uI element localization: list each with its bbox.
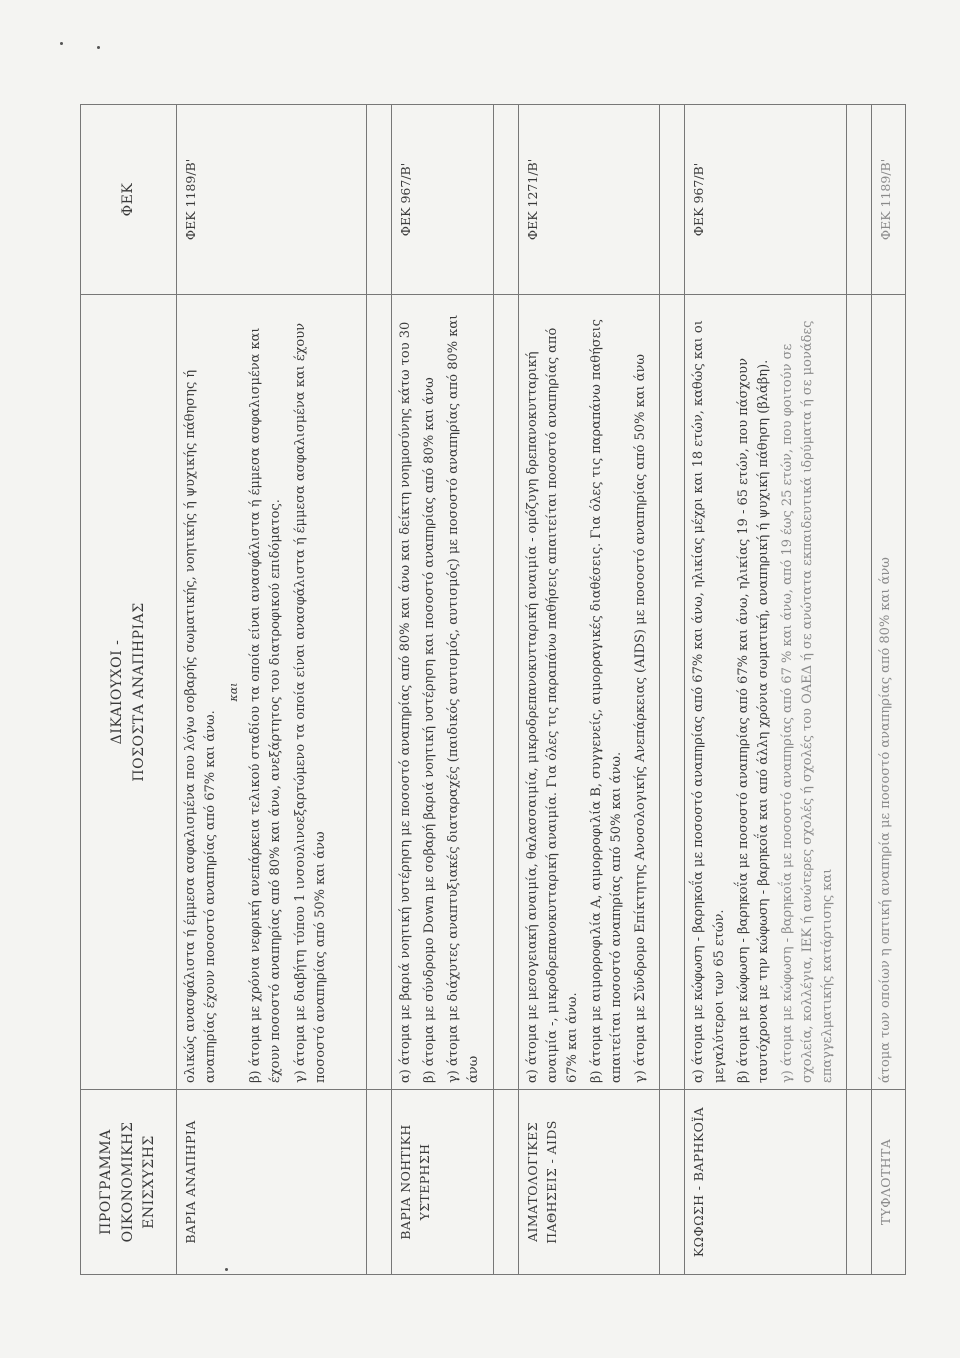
paragraph: γ) άτομα με κώφωση - βαρηκοΐα με ποσοστό αναπηρίας από 67 % και άνω, από 19 έως 25 ετών, που φοιτούν σε σχολεία, κολλέγια, ΙΕΚ ή ανώτερες σχολές ή σχολές του ΟΑΕΔ ή σε ανώτατα εκπαιδευτικά ιδρύματα ή σε μονάδες επαγγελματικής κατάρτισης και — [779, 320, 836, 1083]
paragraph: ολικώς ανασφάλιστα ή έμμεσα ασφαλισμένα που λόγω σοβαρής σωματικής, νοητικής ή ψυχικής πάθησης ή αναπηρίας έχουν ποσοστό αναπηρίας από 67% και άνω. — [183, 369, 219, 1083]
paragraph: γ) άτομα με Σύνδρομο Επίκτητης Ανοσολογικής Ανεπάρκειας (AIDS) με ποσοστό αναπηρίας από 50% και άνω — [633, 354, 649, 1083]
row-program: ΑΙΜΑΤΟΛΟΓΙΚΕΣ ΠΑΘΗΣΕΙΣ - AIDS — [518, 1090, 660, 1275]
table-row — [392, 105, 494, 1275]
paragraph: β) άτομα με κώφωση - βαρηκοΐα με ποσοστό αναπηρίας από 67% και άνω, ηλικίας 19 - 65 ετών, που πάσχουν ταυτόχρονα με την κώφωση - βαρηκοΐα και από άλλη χρόνια σωματική, αναπηρική ή ψυχική πάθηση (βλάβη). — [735, 358, 771, 1083]
row-fek: ΦΕΚ 1271/Β' — [518, 105, 660, 295]
row-program: ΒΑΡΙΑ ΑΝΑΠΗΡΙΑ — [177, 1090, 367, 1275]
row-fek: ΦΕΚ 1189/Β' — [872, 105, 905, 295]
paragraph: α) άτομα με βαριά νοητική υστέρηση με ποσοστό αναπηρίας από 80% και άνω και δείκτη νοημοσύνης κάτω του 30 — [398, 321, 413, 1083]
scan-speck — [97, 46, 100, 49]
row-beneficiaries — [177, 295, 367, 1090]
row-program: ΚΩΦΩΣΗ - ΒΑΡΗΚΟΪΑ — [685, 1090, 847, 1275]
row-fek: ΦΕΚ 967/Β' — [392, 105, 494, 295]
table-row — [872, 105, 905, 1275]
row-fek: ΦΕΚ 967/Β' — [685, 105, 847, 295]
paragraph: γ) άτομα με διαβήτη τύπου 1 ινσουλινοεξαρτώμενο τα οποία είναι ανασφάλιστα ή έμμεσα ασφαλισμένα και έχουν ποσοστό αναπηρίας από 50% και άνω — [292, 322, 328, 1083]
header-program: ΠΡΟΓΡΑΜΜΑ ΟΙΚΟΝΟΜΙΚΗΣ ΕΝΙΣΧΥΣΗΣ — [81, 1090, 177, 1275]
paragraph: α) άτομα με κώφωση - βαρηκοΐα με ποσοστό αναπηρίας από 67% και άνω, ηλικίας μέχρι και 18 ετών, καθώς και οι μεγαλύτεροι των 65 ετών. — [691, 320, 727, 1083]
paragraph: άτομα των οποίων η οπτική αναπηρία με ποσοστό αναπηρίας από 80% και άνω — [878, 557, 894, 1083]
table-header-row — [81, 105, 177, 1275]
spacer-row — [493, 105, 518, 1275]
scan-speck — [60, 42, 63, 45]
spacer-row — [367, 105, 392, 1275]
row-beneficiaries — [518, 295, 660, 1090]
paragraph: και — [227, 682, 241, 702]
paragraph: β) άτομα με σύνδρομο Down με σοβαρή βαριά νοητική υστέρηση και ποσοστό αναπηρίας από 80% και άνω — [422, 377, 438, 1083]
row-beneficiaries — [392, 295, 494, 1090]
rotated-scanned-page — [80, 105, 894, 1275]
row-program: ΤΥΦΛΟΤΗΤΑ — [872, 1090, 905, 1275]
row-beneficiaries — [685, 295, 847, 1090]
table-row — [177, 105, 367, 1275]
row-fek: ΦΕΚ 1189/Β' — [177, 105, 367, 295]
spacer-row — [660, 105, 685, 1275]
table-row — [685, 105, 847, 1275]
row-program: ΒΑΡΙΑ ΝΟΗΤΙΚΗ ΥΣΤΕΡΗΣΗ — [392, 1090, 494, 1275]
paragraph: β) άτομα με αιμορροφιλία Α, αιμορροφιλία Β, συγγενείς, αιμορραγικές διαθέσεις. Για όλες τις παραπάνω παθήσεις απαιτείται ποσοστό αναπηρίας από 50% και άνω. — [588, 319, 625, 1083]
header-beneficiaries: ΔΙΚΑΙΟΥΧΟΙ - ΠΟΣΟΣΤΑ ΑΝΑΠΗΡΙΑΣ — [81, 295, 177, 1090]
paragraph: β) άτομα με χρόνια νεφρική ανεπάρκεια τελικού σταδίου τα οποία είναι ανασφάλιστα ή έμμεσα ασφαλισμένα και έχουν ποσοστό αναπηρίας από 80% και άνω, ανεξάρτητος του διατροφικού επιδόματος. — [248, 327, 284, 1083]
row-beneficiaries — [872, 295, 905, 1090]
table-row — [518, 105, 660, 1275]
paragraph: α) άτομα με μεσογειακή αναιμία, θαλασσαιμία, μικροδρεπανοκυτταρική αναιμία - ομόζυγη δρεπανοκυτταρική αναιμία -, μικροδρεπανοκυτταρική αναιμία. Για όλες τις παραπάνω παθήσεις απαιτείται ποσοστό αναπηρίας από 67% και άνω. — [524, 327, 580, 1083]
beneficiaries-table — [80, 104, 906, 1275]
spacer-row — [847, 105, 872, 1275]
paragraph: γ) άτομα με διάχυτες αναπτυξιακές διαταραχές (παιδικός αυτισμός, αυτισμός) με ποσοστό αναπηρίας από 80% και άνω — [446, 314, 482, 1083]
header-fek: ΦΕΚ — [81, 105, 177, 295]
